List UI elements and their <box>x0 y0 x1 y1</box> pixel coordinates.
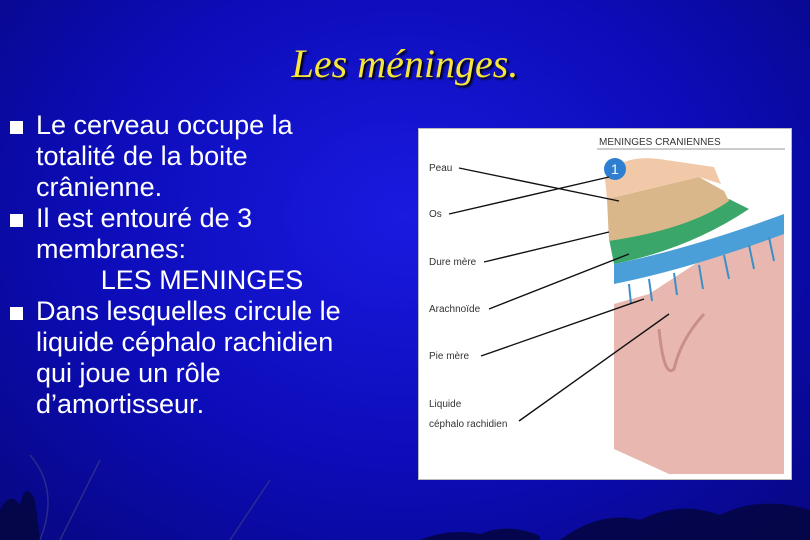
bullet-line: Il est entouré de 3 <box>36 203 253 233</box>
bullet-line: Le cerveau occupe la <box>36 110 293 140</box>
label-peau: Peau <box>429 163 453 174</box>
slide-title: Les méninges. <box>291 41 519 86</box>
square-bullet-icon <box>10 307 23 320</box>
label-os: Os <box>429 209 442 220</box>
bullet-item <box>8 110 408 203</box>
label-arachnoide: Arachnoïde <box>429 304 481 315</box>
bullet-line: crânienne. <box>36 172 163 202</box>
square-bullet-icon <box>10 121 23 134</box>
label-cephalo-rachidien: céphalo rachidien <box>429 419 508 430</box>
figure-title: MENINGES CRANIENNES <box>599 137 721 148</box>
bullet-line: qui joue un rôle <box>36 358 221 388</box>
bullet-line: totalité de la boite <box>36 141 248 171</box>
meninges-diagram <box>418 128 792 480</box>
bullet-line: d’amortisseur. <box>36 389 205 419</box>
square-bullet-icon <box>10 214 23 227</box>
bullet-line: Dans lesquelles circule le <box>36 296 341 326</box>
label-pie-mere: Pie mère <box>429 351 470 362</box>
figure-number: 1 <box>611 161 619 177</box>
label-liquide: Liquide <box>429 399 462 410</box>
bullet-line: liquide céphalo rachidien <box>36 327 334 357</box>
bullet-list <box>8 110 408 420</box>
bullet-line: membranes: <box>36 234 187 264</box>
bullet-centered-line: LES MENINGES <box>100 265 304 295</box>
bullet-item <box>8 296 408 420</box>
bullet-item <box>8 203 408 296</box>
label-dure-mere: Dure mère <box>429 257 477 268</box>
meninges-illustration <box>419 129 791 479</box>
